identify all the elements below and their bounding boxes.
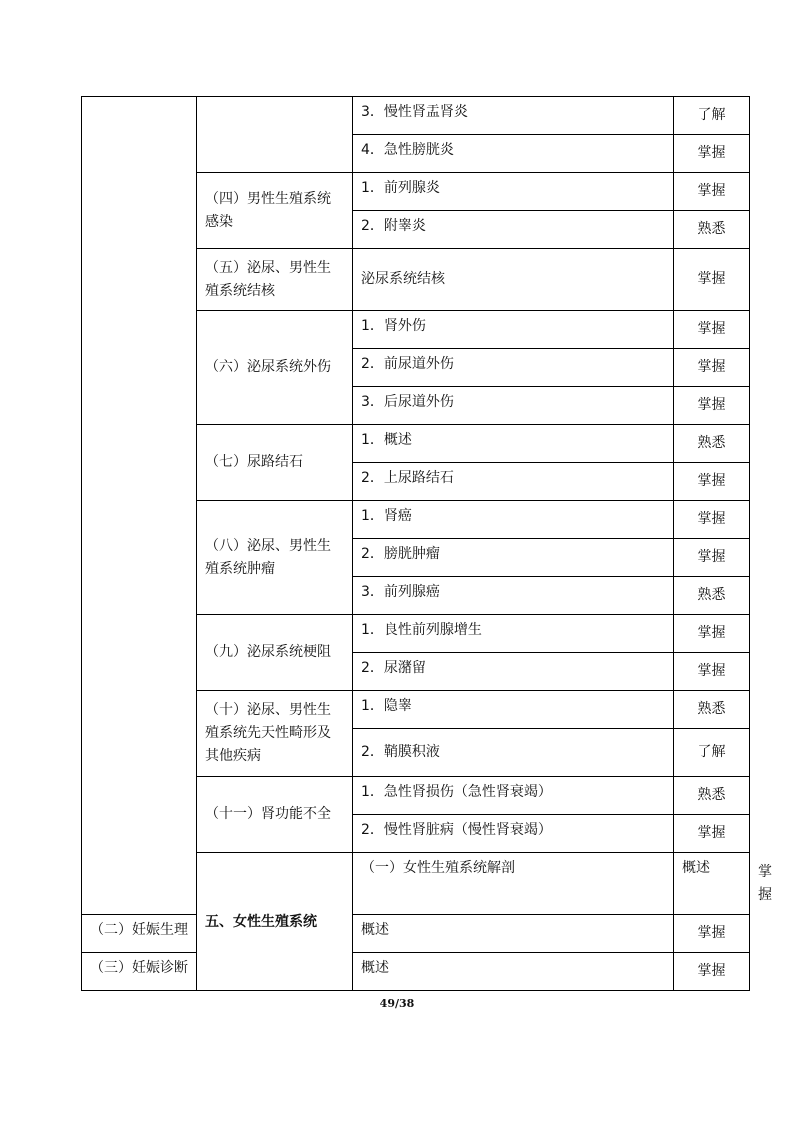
item-cell: 3．慢性肾盂肾炎 — [353, 97, 674, 135]
item-cell: 1．前列腺炎 — [353, 173, 674, 211]
item-cell: 4．急性膀胱炎 — [353, 135, 674, 173]
item-cell: 1．隐睾 — [353, 691, 674, 729]
group-cell: （八）泌尿、男性生殖系统肿瘤 — [197, 501, 353, 615]
group-cell: （六）泌尿系统外伤 — [197, 311, 353, 425]
table-row — [82, 915, 750, 953]
requirement-cell: 掌握 — [674, 173, 750, 211]
page-number: 49/38 — [379, 997, 415, 1010]
requirement-cell: 熟悉 — [674, 691, 750, 729]
requirement-cell: 掌握 — [674, 539, 750, 577]
group-cell: （五）泌尿、男性生殖系统结核 — [197, 249, 353, 311]
item-cell: 1．肾外伤 — [353, 311, 674, 349]
group-cell: （十）泌尿、男性生殖系统先天性畸形及其他疾病 — [197, 691, 353, 777]
item-cell: 1．良性前列腺增生 — [353, 615, 674, 653]
requirement-cell: 掌握 — [674, 815, 750, 853]
requirement-cell: 掌握 — [674, 953, 750, 991]
item-cell: 2．慢性肾脏病（慢性肾衰竭） — [353, 815, 674, 853]
requirement-cell: 掌握 — [674, 387, 750, 425]
requirement-cell: 掌握 — [674, 311, 750, 349]
requirement-cell: 掌握 — [674, 615, 750, 653]
item-cell: 1．急性肾损伤（急性肾衰竭） — [353, 777, 674, 815]
table-row — [82, 953, 750, 991]
item-cell: 概述 — [353, 915, 674, 953]
requirement-cell: 掌握 — [674, 501, 750, 539]
group-cell: （一）女性生殖系统解剖 — [353, 853, 674, 915]
requirement-cell: 熟悉 — [674, 577, 750, 615]
group-cell: （九）泌尿系统梗阻 — [197, 615, 353, 691]
item-cell: 2．附睾炎 — [353, 211, 674, 249]
requirement-cell: 掌握 — [674, 653, 750, 691]
item-cell: 2．前尿道外伤 — [353, 349, 674, 387]
requirement-cell: 掌握 — [674, 915, 750, 953]
item-cell: 2．尿潴留 — [353, 653, 674, 691]
requirement-cell: 了解 — [674, 97, 750, 135]
requirement-cell: 掌握 — [674, 463, 750, 501]
requirement-cell: 掌握 — [674, 249, 750, 311]
item-cell: 2．上尿路结石 — [353, 463, 674, 501]
item-cell: 概述 — [353, 953, 674, 991]
item-cell: 泌尿系统结核 — [353, 249, 674, 311]
requirement-cell: 熟悉 — [674, 211, 750, 249]
group-cell: （四）男性生殖系统感染 — [197, 173, 353, 249]
group-cell: （三）妊娠诊断 — [82, 953, 197, 991]
group-cell: （十一）肾功能不全 — [197, 777, 353, 853]
requirement-cell: 掌握 — [674, 135, 750, 173]
item-cell: 3．前列腺癌 — [353, 577, 674, 615]
group-cell: （七）尿路结石 — [197, 425, 353, 501]
table-row — [82, 97, 750, 135]
system-cell: 五、女性生殖系统 — [197, 853, 353, 991]
requirement-cell: 熟悉 — [674, 777, 750, 815]
item-cell: 1．概述 — [353, 425, 674, 463]
item-cell: 2．鞘膜积液 — [353, 729, 674, 777]
item-cell: 3．后尿道外伤 — [353, 387, 674, 425]
group-cell-continued — [197, 97, 353, 173]
requirement-cell: 熟悉 — [674, 425, 750, 463]
requirement-cell: 掌握 — [674, 349, 750, 387]
table-row: 五、女性生殖系统 （一）女性生殖系统解剖 概述 掌握 — [82, 853, 750, 915]
requirement-cell: 了解 — [674, 729, 750, 777]
system-cell-continued — [82, 97, 197, 915]
item-cell: 2．膀胱肿瘤 — [353, 539, 674, 577]
syllabus-table — [81, 96, 772, 991]
group-cell: （二）妊娠生理 — [82, 915, 197, 953]
item-cell: 概述 — [674, 853, 750, 915]
item-cell: 1．肾癌 — [353, 501, 674, 539]
